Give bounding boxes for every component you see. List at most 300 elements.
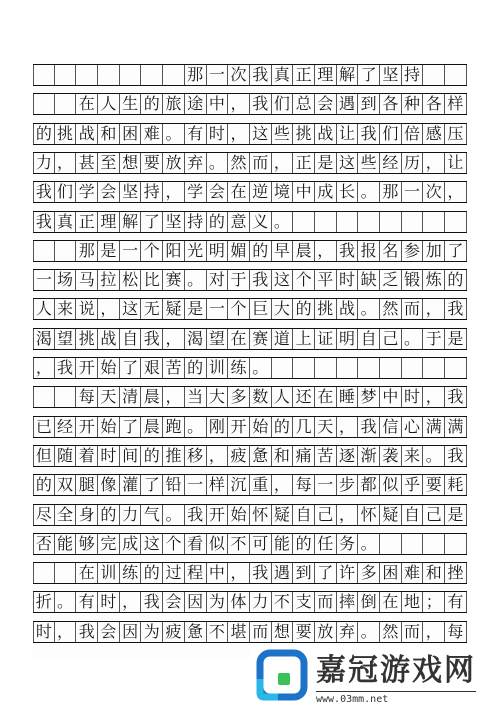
grid-cell: 时 <box>98 446 120 466</box>
grid-cell: 灌 <box>120 475 142 495</box>
grid-cell: ； <box>423 592 445 612</box>
grid-cell <box>423 358 445 378</box>
grid-cell: 不 <box>207 622 229 642</box>
grid-cell: 开 <box>76 417 98 437</box>
site-name: 嘉冠游戏网 <box>316 653 476 688</box>
grid-cell: 步 <box>337 475 359 495</box>
grid-cell: ， <box>228 94 250 114</box>
grid-cell: 望 <box>55 329 77 349</box>
grid-cell: 了 <box>120 358 142 378</box>
grid-cell: 了 <box>120 417 142 437</box>
grid-cell: 己 <box>315 505 337 525</box>
grid-cell: 们 <box>272 94 294 114</box>
grid-cell: 晨 <box>141 417 163 437</box>
grid-cell: 是 <box>185 299 207 319</box>
grid-cell: 这 <box>141 534 163 554</box>
grid-cell: 尽 <box>33 505 55 525</box>
grid-cell: 次 <box>423 182 445 202</box>
grid-cell: 这 <box>272 270 294 290</box>
grid-cell: 力 <box>120 505 142 525</box>
text-row <box>33 474 467 496</box>
grid-cell: 多 <box>358 563 380 583</box>
grid-cell: 的 <box>185 358 207 378</box>
grid-cell: 甚 <box>76 153 98 173</box>
grid-cell: 我 <box>445 446 467 466</box>
grid-cell: 我 <box>337 241 359 261</box>
grid-cell: 的 <box>293 534 315 554</box>
grid-cell <box>445 534 467 554</box>
grid-cell: 弃 <box>337 622 359 642</box>
grid-cell: 任 <box>315 534 337 554</box>
grid-cell: 可 <box>250 534 272 554</box>
grid-cell: 始 <box>98 417 120 437</box>
grid-cell: 我 <box>445 387 467 407</box>
grid-cell: 我 <box>141 592 163 612</box>
grid-cell: ， <box>163 329 185 349</box>
grid-cell: 天 <box>98 387 120 407</box>
grid-cell: 在 <box>228 182 250 202</box>
grid-cell: 无 <box>141 299 163 319</box>
grid-cell <box>33 563 55 583</box>
text-row <box>33 181 467 203</box>
grid-cell: ， <box>33 358 55 378</box>
grid-cell: 一 <box>33 270 55 290</box>
grid-cell: 苦 <box>315 446 337 466</box>
grid-cell: 各 <box>423 94 445 114</box>
grid-cell: 自 <box>402 505 424 525</box>
grid-cell: 似 <box>380 475 402 495</box>
grid-cell: 每 <box>445 622 467 642</box>
grid-cell: 是 <box>445 505 467 525</box>
grid-cell: 到 <box>358 94 380 114</box>
grid-cell: 经 <box>380 153 402 173</box>
grid-cell: 的 <box>293 299 315 319</box>
grid-cell: 持 <box>185 212 207 232</box>
grid-cell: 移 <box>185 446 207 466</box>
grid-cell: 惫 <box>185 622 207 642</box>
text-row <box>33 93 467 115</box>
grid-cell: 铅 <box>163 475 185 495</box>
grid-cell <box>293 358 315 378</box>
grid-cell: 是 <box>315 153 337 173</box>
grid-cell: ， <box>207 446 229 466</box>
grid-cell: 解 <box>337 65 359 85</box>
grid-cell: ， <box>228 563 250 583</box>
grid-cell <box>445 65 467 85</box>
grid-cell: 成 <box>315 182 337 202</box>
grid-cell: 逐 <box>337 446 359 466</box>
site-logo-icon <box>256 649 308 701</box>
text-row <box>33 533 467 555</box>
grid-cell: 时 <box>337 270 359 290</box>
grid-cell <box>315 212 337 232</box>
grid-cell <box>337 212 359 232</box>
grid-cell: 像 <box>98 475 120 495</box>
grid-cell: 放 <box>315 622 337 642</box>
grid-cell <box>33 65 55 85</box>
grid-cell: 途 <box>185 94 207 114</box>
grid-cell: 多 <box>228 387 250 407</box>
grid-cell: 的 <box>445 270 467 290</box>
grid-cell: 和 <box>423 563 445 583</box>
grid-cell <box>272 358 294 378</box>
grid-cell: 上 <box>293 329 315 349</box>
grid-cell: 于 <box>228 270 250 290</box>
grid-cell <box>423 534 445 554</box>
grid-cell <box>76 65 98 85</box>
grid-cell: 会 <box>98 182 120 202</box>
grid-cell: 刚 <box>207 417 229 437</box>
grid-cell: 长 <box>337 182 359 202</box>
grid-cell <box>163 65 185 85</box>
grid-cell: ， <box>272 153 294 173</box>
grid-cell: 时 <box>402 387 424 407</box>
grid-cell: 了 <box>315 563 337 583</box>
grid-cell: 腿 <box>76 475 98 495</box>
grid-cell: 人 <box>272 387 294 407</box>
grid-cell: 了 <box>358 65 380 85</box>
grid-cell: 们 <box>380 124 402 144</box>
grid-cell: 渴 <box>33 329 55 349</box>
grid-cell: 坚 <box>120 182 142 202</box>
grid-cell: 个 <box>293 270 315 290</box>
grid-cell: 完 <box>98 534 120 554</box>
grid-cell: 旅 <box>163 94 185 114</box>
grid-cell: 困 <box>380 563 402 583</box>
grid-cell: 不 <box>228 534 250 554</box>
grid-cell <box>337 358 359 378</box>
grid-cell: 理 <box>98 212 120 232</box>
grid-cell: 正 <box>76 212 98 232</box>
grid-cell: 时 <box>33 622 55 642</box>
grid-cell <box>423 65 445 85</box>
grid-cell: 一 <box>315 475 337 495</box>
grid-cell: ， <box>423 387 445 407</box>
grid-cell: 会 <box>315 94 337 114</box>
grid-cell: 支 <box>293 592 315 612</box>
grid-cell: 否 <box>33 534 55 554</box>
grid-cell: 倒 <box>358 592 380 612</box>
grid-cell: 赛 <box>163 270 185 290</box>
grid-cell: 学 <box>185 182 207 202</box>
grid-cell: 过 <box>163 563 185 583</box>
grid-cell: 着 <box>76 446 98 466</box>
grid-cell: 个 <box>228 299 250 319</box>
grid-cell: 们 <box>55 182 77 202</box>
grid-cell: 会 <box>207 182 229 202</box>
grid-cell: 我 <box>76 622 98 642</box>
grid-cell: 松 <box>120 270 142 290</box>
grid-cell: 似 <box>207 534 229 554</box>
grid-cell: 疑 <box>163 299 185 319</box>
grid-cell: 中 <box>293 182 315 202</box>
grid-cell: 那 <box>380 182 402 202</box>
grid-cell: 想 <box>272 622 294 642</box>
grid-cell <box>33 387 55 407</box>
grid-cell: 重 <box>250 475 272 495</box>
grid-cell: 我 <box>358 124 380 144</box>
grid-cell: 战 <box>98 329 120 349</box>
grid-cell: 。 <box>272 212 294 232</box>
grid-cell: 人 <box>98 94 120 114</box>
grid-cell: 马 <box>76 270 98 290</box>
grid-cell: 然 <box>228 153 250 173</box>
grid-cell <box>120 65 142 85</box>
grid-cell: 气 <box>141 505 163 525</box>
grid-cell: 这 <box>120 299 142 319</box>
grid-cell: 能 <box>272 534 294 554</box>
grid-cell: 开 <box>76 358 98 378</box>
grid-cell <box>141 65 163 85</box>
grid-cell: 耗 <box>445 475 467 495</box>
grid-cell: 睡 <box>337 387 359 407</box>
grid-cell: 己 <box>380 329 402 349</box>
grid-cell: 有 <box>445 592 467 612</box>
grid-cell: 次 <box>228 65 250 85</box>
grid-cell: 平 <box>315 270 337 290</box>
grid-cell: 时 <box>98 592 120 612</box>
grid-cell: 痛 <box>293 446 315 466</box>
grid-cell <box>402 212 424 232</box>
grid-cell <box>33 241 55 261</box>
grid-cell: 满 <box>423 417 445 437</box>
grid-cell: 在 <box>76 94 98 114</box>
grid-cell: 。 <box>358 299 380 319</box>
grid-cell: 会 <box>98 622 120 642</box>
title-row <box>33 64 467 86</box>
grid-cell: 会 <box>163 592 185 612</box>
text-row <box>33 328 467 350</box>
grid-cell: 个 <box>163 534 185 554</box>
grid-cell: 说 <box>76 299 98 319</box>
grid-cell: 看 <box>185 534 207 554</box>
grid-cell: 的 <box>141 94 163 114</box>
grid-cell: 我 <box>33 212 55 232</box>
grid-cell: ， <box>55 622 77 642</box>
grid-cell: 。 <box>423 446 445 466</box>
grid-cell: 光 <box>185 241 207 261</box>
grid-cell: 渴 <box>185 329 207 349</box>
grid-cell: 的 <box>98 505 120 525</box>
grid-cell: 乏 <box>380 270 402 290</box>
grid-cell: 了 <box>141 475 163 495</box>
grid-cell: 惫 <box>250 446 272 466</box>
grid-cell: 随 <box>55 446 77 466</box>
grid-cell: 战 <box>76 124 98 144</box>
grid-cell: 境 <box>272 182 294 202</box>
grid-cell: 那 <box>185 65 207 85</box>
grid-cell: 然 <box>380 299 402 319</box>
grid-cell: 练 <box>120 563 142 583</box>
grid-cell: 而 <box>402 299 424 319</box>
grid-cell: 要 <box>423 475 445 495</box>
grid-cell: 人 <box>33 299 55 319</box>
grid-cell: ， <box>163 182 185 202</box>
grid-cell: 正 <box>293 153 315 173</box>
grid-cell: 意 <box>228 212 250 232</box>
grid-cell: 要 <box>293 622 315 642</box>
grid-cell: 。 <box>207 153 229 173</box>
grid-cell: 推 <box>163 446 185 466</box>
grid-cell: 自 <box>358 329 380 349</box>
grid-cell: 感 <box>423 124 445 144</box>
grid-cell: 不 <box>272 592 294 612</box>
grid-cell: 在 <box>380 592 402 612</box>
grid-cell: 的 <box>250 241 272 261</box>
grid-cell: 地 <box>402 592 424 612</box>
grid-cell: 我 <box>250 270 272 290</box>
grid-cell: 遇 <box>272 563 294 583</box>
grid-cell: ， <box>228 124 250 144</box>
grid-cell: 训 <box>207 358 229 378</box>
grid-cell: 练 <box>228 358 250 378</box>
grid-cell <box>55 563 77 583</box>
grid-cell: 渐 <box>358 446 380 466</box>
grid-cell: 锻 <box>402 270 424 290</box>
text-row <box>33 211 467 233</box>
grid-cell: 参 <box>402 241 424 261</box>
grid-cell: 天 <box>315 417 337 437</box>
grid-cell: 坚 <box>163 212 185 232</box>
grid-cell: 生 <box>120 94 142 114</box>
grid-cell: 因 <box>185 592 207 612</box>
grid-cell: 我 <box>358 417 380 437</box>
grid-cell: 放 <box>163 153 185 173</box>
grid-cell: 拉 <box>98 270 120 290</box>
grid-cell: 加 <box>423 241 445 261</box>
grid-cell: 跑 <box>163 417 185 437</box>
grid-cell: 大 <box>272 299 294 319</box>
grid-cell: 力 <box>33 153 55 173</box>
grid-cell: 难 <box>141 124 163 144</box>
grid-cell: 巨 <box>250 299 272 319</box>
grid-cell: 和 <box>98 124 120 144</box>
grid-cell <box>98 65 120 85</box>
grid-cell: 都 <box>358 475 380 495</box>
grid-cell: 媚 <box>228 241 250 261</box>
grid-cell: 理 <box>315 65 337 85</box>
grid-cell: 。 <box>163 505 185 525</box>
grid-cell: 我 <box>141 329 163 349</box>
grid-cell: 一 <box>207 65 229 85</box>
grid-cell: 疲 <box>228 446 250 466</box>
grid-cell: 样 <box>207 475 229 495</box>
grid-cell: 数 <box>250 387 272 407</box>
grid-cell <box>402 534 424 554</box>
grid-cell: 程 <box>185 563 207 583</box>
grid-cell: 的 <box>272 417 294 437</box>
grid-cell: 全 <box>55 505 77 525</box>
grid-cell: 晨 <box>293 241 315 261</box>
text-row <box>33 562 467 584</box>
grid-cell: 体 <box>228 592 250 612</box>
grid-cell: 而 <box>402 622 424 642</box>
grid-cell: 还 <box>293 387 315 407</box>
grid-cell: 沉 <box>228 475 250 495</box>
grid-cell: 解 <box>120 212 142 232</box>
grid-cell <box>380 212 402 232</box>
grid-cell: 时 <box>207 124 229 144</box>
grid-cell: 身 <box>76 505 98 525</box>
grid-cell: ， <box>315 241 337 261</box>
grid-cell: 持 <box>402 65 424 85</box>
grid-cell: 逆 <box>250 182 272 202</box>
grid-cell: 是 <box>445 329 467 349</box>
text-row <box>33 386 467 408</box>
text-row <box>33 240 467 262</box>
grid-cell: 的 <box>141 563 163 583</box>
grid-cell: 的 <box>141 446 163 466</box>
grid-cell: 艰 <box>141 358 163 378</box>
grid-cell: 己 <box>423 505 445 525</box>
grid-cell: 我 <box>55 358 77 378</box>
grid-cell: 想 <box>120 153 142 173</box>
grid-cell: 有 <box>185 124 207 144</box>
grid-cell: 要 <box>141 153 163 173</box>
grid-cell: 许 <box>337 563 359 583</box>
grid-cell: 但 <box>33 446 55 466</box>
grid-cell: 。 <box>55 592 77 612</box>
grid-cell: ， <box>272 475 294 495</box>
grid-cell: 大 <box>207 387 229 407</box>
text-row <box>33 357 467 379</box>
grid-cell <box>358 358 380 378</box>
grid-cell: 让 <box>445 153 467 173</box>
grid-cell: 弃 <box>185 153 207 173</box>
grid-cell: 一 <box>402 182 424 202</box>
grid-cell <box>445 358 467 378</box>
text-row <box>33 591 467 613</box>
grid-cell: 挑 <box>76 329 98 349</box>
grid-cell: 。 <box>185 270 207 290</box>
grid-cell: 自 <box>120 329 142 349</box>
grid-cell: 明 <box>337 329 359 349</box>
grid-cell: 道 <box>272 329 294 349</box>
grid-cell <box>380 358 402 378</box>
grid-cell: 成 <box>120 534 142 554</box>
grid-cell: 我 <box>445 299 467 319</box>
grid-cell: 困 <box>120 124 142 144</box>
grid-cell: 缺 <box>358 270 380 290</box>
grid-cell: 至 <box>98 153 120 173</box>
grid-cell <box>293 212 315 232</box>
grid-cell: 的 <box>33 124 55 144</box>
grid-cell: 挫 <box>445 563 467 583</box>
grid-cell: 摔 <box>337 592 359 612</box>
grid-cell: 在 <box>76 563 98 583</box>
grid-cell <box>55 94 77 114</box>
grid-cell: 训 <box>98 563 120 583</box>
grid-cell <box>33 94 55 114</box>
grid-cell: 个 <box>141 241 163 261</box>
grid-cell: 已 <box>33 417 55 437</box>
grid-cell: 能 <box>55 534 77 554</box>
grid-cell: 赛 <box>250 329 272 349</box>
grid-cell: 挑 <box>315 299 337 319</box>
grid-cell: 遇 <box>337 94 359 114</box>
grid-cell: 。 <box>185 417 207 437</box>
grid-cell: 乎 <box>402 475 424 495</box>
text-row <box>33 269 467 291</box>
grid-cell: 这 <box>250 124 272 144</box>
grid-cell: 炼 <box>423 270 445 290</box>
grid-cell <box>445 212 467 232</box>
site-url[interactable]: www.03mm.net <box>316 691 476 705</box>
grid-cell: 的 <box>207 212 229 232</box>
grid-cell: 一 <box>185 475 207 495</box>
grid-cell: 务 <box>337 534 359 554</box>
text-row <box>33 123 467 145</box>
